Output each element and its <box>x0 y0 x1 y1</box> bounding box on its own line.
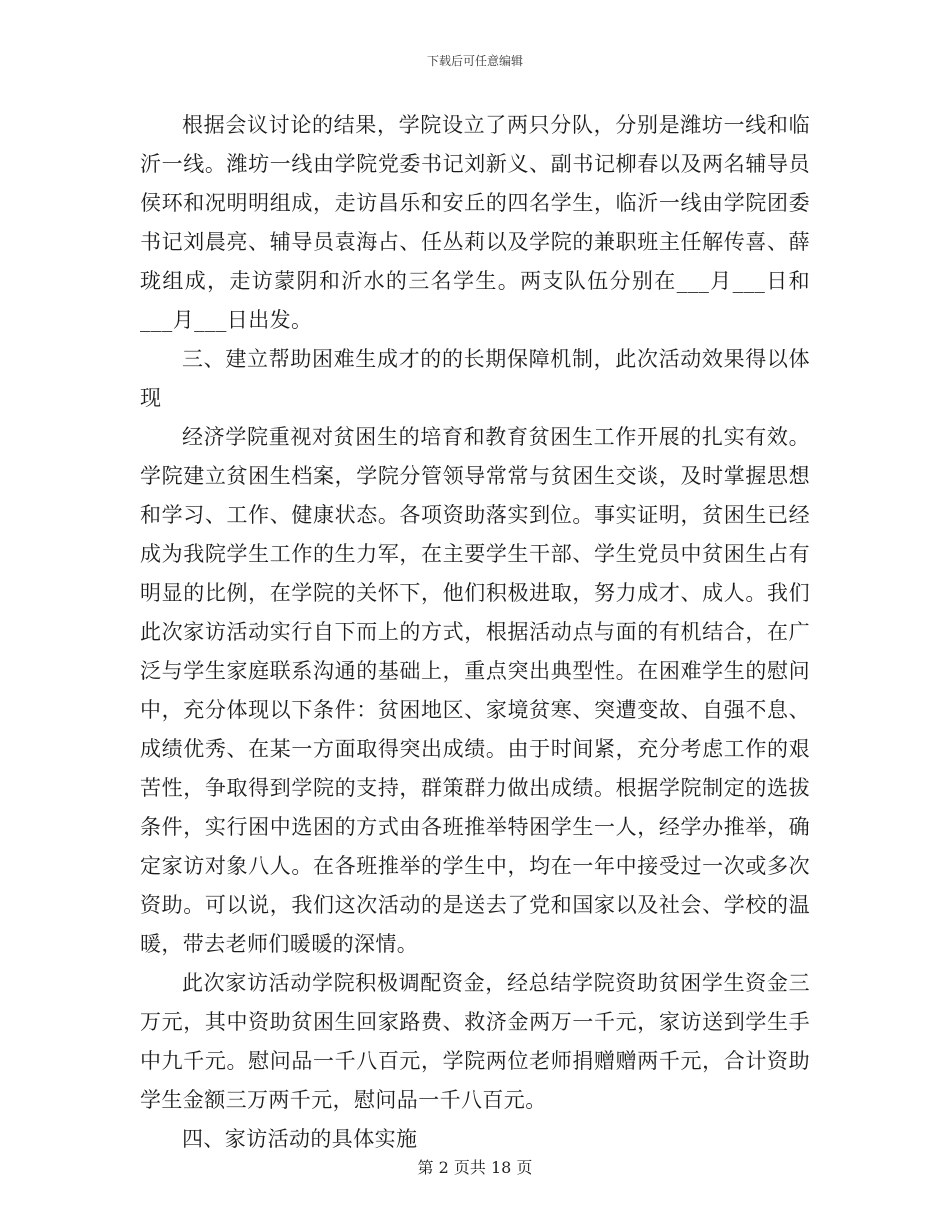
section-heading-4: 四、家访活动的具体实施 <box>182 1127 418 1151</box>
page-number-footer: 第 2 页共 18 页 <box>417 1158 533 1177</box>
section-heading-3: 三、建立帮助困难生成才的的长期保障机制，此次活动效果得以体现 <box>140 347 810 410</box>
page-header: 下载后可任意编辑 <box>426 54 523 68</box>
paragraph-team-division: 根据会议讨论的结果，学院设立了两只分队，分别是潍坊一线和临沂一线。潍坊一线由学院党委书记刘新义、副书记柳春以及两名辅导员侯环和况明明组成，走访昌乐和安丘的四名学生，临沂一线由学院团委书记刘晨亮、辅导员袁海占、任丛莉以及学院的兼职班主任解传喜、薛珑组成，走访蒙阴和沂水的三名学生。两支队伍分别在___月___日和___月___日出发。 <box>140 113 810 332</box>
paragraph-funding: 此次家访活动学院积极调配资金，经总结学院资助贫困学生资金三万元，其中资助贫困生回家路费、救济金两万一千元，家访送到学生手中九千元。慰问品一千八百元，学院两位老师捐赠赠两千元，合计资助学生金额三万两千元，慰问品一千八百元。 <box>140 971 810 1112</box>
document-body <box>140 106 810 1159</box>
paragraph-poverty-student-work: 经济学院重视对贫困生的培育和教育贫困生工作开展的扎实有效。学院建立贫困生档案，学院分管领导常常与贫困生交谈，及时掌握思想和学习、工作、健康状态。各项资助落实到位。事实证明，贫困生已经成为我院学生工作的生力军，在主要学生干部、学生党员中贫困生占有明显的比例，在学院的关怀下，他们积极进取，努力成才、成人。我们此次家访活动实行自下而上的方式，根据活动点与面的有机结合，在广泛与学生家庭联系沟通的基础上，重点突出典型性。在困难学生的慰问中，充分体现以下条件：贫困地区、家境贫寒、突遭变故、自强不息、成绩优秀、在某一方面取得突出成绩。由于时间紧，充分考虑工作的艰苦性，争取得到学院的支持，群策群力做出成绩。根据学院制定的选拔条件，实行困中选困的方式由各班推举特困学生一人，经学办推举，确定家访对象八人。在各班推举的学生中，均在一年中接受过一次或多次资助。可以说，我们这次活动的是送去了党和国家以及社会、学校的温暖，带去老师们暖暖的深情。 <box>140 425 810 956</box>
